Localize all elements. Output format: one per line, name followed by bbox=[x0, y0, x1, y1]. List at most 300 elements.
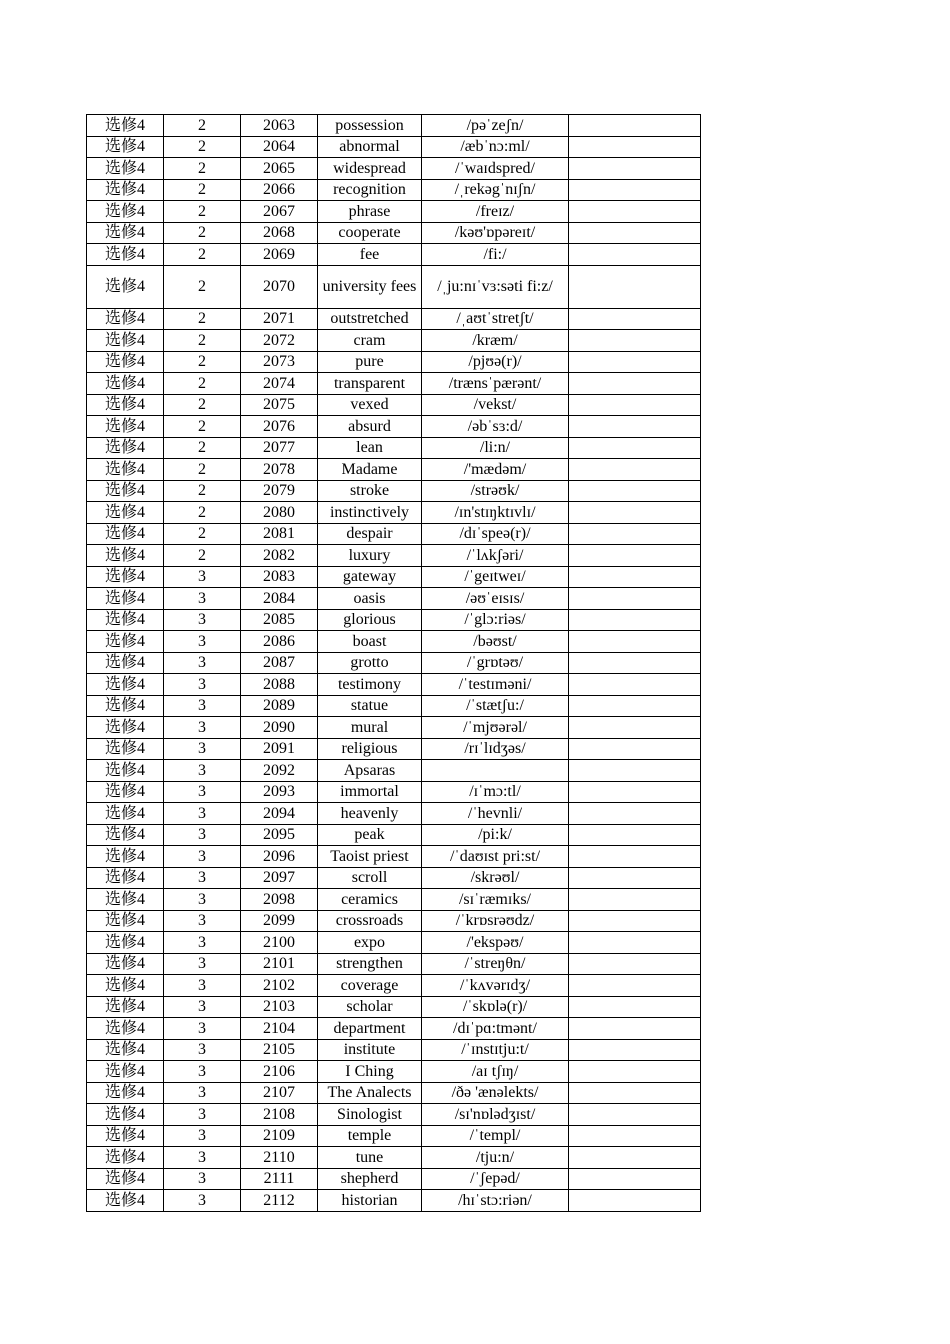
table-row bbox=[87, 652, 701, 674]
table-row bbox=[87, 265, 701, 308]
phonetic-cell: /dɪˈpɑ:tmənt/ bbox=[422, 1018, 569, 1040]
word-cell: The Analects bbox=[318, 1082, 422, 1104]
word-cell: heavenly bbox=[318, 803, 422, 825]
phonetic-cell: /fi:/ bbox=[422, 244, 569, 266]
table-row bbox=[87, 824, 701, 846]
phonetic-cell: /ˌju:nɪˈvɜ:səti fi:z/ bbox=[422, 265, 569, 308]
book-cell: 选修4 bbox=[87, 373, 164, 395]
book-cell: 选修4 bbox=[87, 394, 164, 416]
table-row bbox=[87, 158, 701, 180]
unit-cell: 2 bbox=[164, 373, 241, 395]
unit-cell: 3 bbox=[164, 674, 241, 696]
note-cell bbox=[569, 115, 701, 137]
unit-cell: 3 bbox=[164, 996, 241, 1018]
book-cell: 选修4 bbox=[87, 566, 164, 588]
word-cell: cooperate bbox=[318, 222, 422, 244]
word-number-cell: 2094 bbox=[241, 803, 318, 825]
vocabulary-table bbox=[86, 114, 701, 1212]
note-cell bbox=[569, 1104, 701, 1126]
note-cell bbox=[569, 136, 701, 158]
unit-cell: 3 bbox=[164, 867, 241, 889]
phonetic-cell: /trænsˈpærənt/ bbox=[422, 373, 569, 395]
note-cell bbox=[569, 1168, 701, 1190]
table-row bbox=[87, 846, 701, 868]
book-cell: 选修4 bbox=[87, 1082, 164, 1104]
book-cell: 选修4 bbox=[87, 158, 164, 180]
word-number-cell: 2097 bbox=[241, 867, 318, 889]
unit-cell: 3 bbox=[164, 1104, 241, 1126]
table-row bbox=[87, 1125, 701, 1147]
unit-cell: 3 bbox=[164, 717, 241, 739]
note-cell bbox=[569, 265, 701, 308]
word-cell: vexed bbox=[318, 394, 422, 416]
unit-cell: 3 bbox=[164, 824, 241, 846]
word-cell: scroll bbox=[318, 867, 422, 889]
note-cell bbox=[569, 566, 701, 588]
word-number-cell: 2102 bbox=[241, 975, 318, 997]
phonetic-cell: /ˈkʌvərɪdʒ/ bbox=[422, 975, 569, 997]
unit-cell: 3 bbox=[164, 631, 241, 653]
book-cell: 选修4 bbox=[87, 932, 164, 954]
table-row bbox=[87, 373, 701, 395]
book-cell: 选修4 bbox=[87, 910, 164, 932]
phonetic-cell: /'mædəm/ bbox=[422, 459, 569, 481]
word-number-cell: 2079 bbox=[241, 480, 318, 502]
unit-cell: 2 bbox=[164, 416, 241, 438]
table-row bbox=[87, 932, 701, 954]
word-number-cell: 2095 bbox=[241, 824, 318, 846]
unit-cell: 3 bbox=[164, 588, 241, 610]
word-number-cell: 2066 bbox=[241, 179, 318, 201]
note-cell bbox=[569, 824, 701, 846]
word-cell: crossroads bbox=[318, 910, 422, 932]
unit-cell: 2 bbox=[164, 330, 241, 352]
note-cell bbox=[569, 351, 701, 373]
note-cell bbox=[569, 867, 701, 889]
word-cell: shepherd bbox=[318, 1168, 422, 1190]
book-cell: 选修4 bbox=[87, 781, 164, 803]
unit-cell: 3 bbox=[164, 803, 241, 825]
book-cell: 选修4 bbox=[87, 738, 164, 760]
phonetic-cell: /li:n/ bbox=[422, 437, 569, 459]
book-cell: 选修4 bbox=[87, 1125, 164, 1147]
note-cell bbox=[569, 932, 701, 954]
note-cell bbox=[569, 545, 701, 567]
word-cell: statue bbox=[318, 695, 422, 717]
table-row bbox=[87, 738, 701, 760]
unit-cell: 3 bbox=[164, 760, 241, 782]
unit-cell: 3 bbox=[164, 1082, 241, 1104]
word-cell: outstretched bbox=[318, 308, 422, 330]
phonetic-cell: /freɪz/ bbox=[422, 201, 569, 223]
unit-cell: 3 bbox=[164, 566, 241, 588]
word-number-cell: 2099 bbox=[241, 910, 318, 932]
unit-cell: 3 bbox=[164, 1018, 241, 1040]
unit-cell: 3 bbox=[164, 1168, 241, 1190]
table-row bbox=[87, 1061, 701, 1083]
book-cell: 选修4 bbox=[87, 674, 164, 696]
phonetic-cell: /ˈskɒlə(r)/ bbox=[422, 996, 569, 1018]
table-row bbox=[87, 308, 701, 330]
note-cell bbox=[569, 910, 701, 932]
book-cell: 选修4 bbox=[87, 330, 164, 352]
table-row bbox=[87, 136, 701, 158]
table-row bbox=[87, 416, 701, 438]
unit-cell: 3 bbox=[164, 695, 241, 717]
table-row bbox=[87, 631, 701, 653]
phonetic-cell: /dɪˈspeə(r)/ bbox=[422, 523, 569, 545]
word-cell: recognition bbox=[318, 179, 422, 201]
phonetic-cell: /vekst/ bbox=[422, 394, 569, 416]
word-number-cell: 2098 bbox=[241, 889, 318, 911]
word-number-cell: 2111 bbox=[241, 1168, 318, 1190]
book-cell: 选修4 bbox=[87, 953, 164, 975]
note-cell bbox=[569, 394, 701, 416]
phonetic-cell: /ɪn'stɪŋktɪvlɪ/ bbox=[422, 502, 569, 524]
phonetic-cell: /ˈlʌkʃəri/ bbox=[422, 545, 569, 567]
unit-cell: 3 bbox=[164, 910, 241, 932]
phonetic-cell: /ˈtempl/ bbox=[422, 1125, 569, 1147]
unit-cell: 3 bbox=[164, 1061, 241, 1083]
word-cell: expo bbox=[318, 932, 422, 954]
note-cell bbox=[569, 652, 701, 674]
unit-cell: 2 bbox=[164, 502, 241, 524]
word-cell: Apsaras bbox=[318, 760, 422, 782]
note-cell bbox=[569, 1125, 701, 1147]
table-row bbox=[87, 674, 701, 696]
word-cell: university fees bbox=[318, 265, 422, 308]
word-cell: widespread bbox=[318, 158, 422, 180]
table-row bbox=[87, 222, 701, 244]
word-number-cell: 2087 bbox=[241, 652, 318, 674]
note-cell bbox=[569, 738, 701, 760]
unit-cell: 3 bbox=[164, 953, 241, 975]
word-cell: religious bbox=[318, 738, 422, 760]
word-number-cell: 2112 bbox=[241, 1190, 318, 1212]
word-cell: cram bbox=[318, 330, 422, 352]
book-cell: 选修4 bbox=[87, 846, 164, 868]
book-cell: 选修4 bbox=[87, 201, 164, 223]
phonetic-cell: /pjʊə(r)/ bbox=[422, 351, 569, 373]
phonetic-cell: /pəˈzeʃn/ bbox=[422, 115, 569, 137]
table-row bbox=[87, 502, 701, 524]
book-cell: 选修4 bbox=[87, 523, 164, 545]
table-row bbox=[87, 975, 701, 997]
word-cell: scholar bbox=[318, 996, 422, 1018]
book-cell: 选修4 bbox=[87, 136, 164, 158]
book-cell: 选修4 bbox=[87, 265, 164, 308]
word-number-cell: 2105 bbox=[241, 1039, 318, 1061]
unit-cell: 3 bbox=[164, 652, 241, 674]
phonetic-cell: /ˈhevnli/ bbox=[422, 803, 569, 825]
word-number-cell: 2107 bbox=[241, 1082, 318, 1104]
note-cell bbox=[569, 523, 701, 545]
phonetic-cell: /æbˈnɔ:ml/ bbox=[422, 136, 569, 158]
unit-cell: 2 bbox=[164, 351, 241, 373]
unit-cell: 2 bbox=[164, 222, 241, 244]
word-number-cell: 2092 bbox=[241, 760, 318, 782]
phonetic-cell: /bəʊst/ bbox=[422, 631, 569, 653]
book-cell: 选修4 bbox=[87, 351, 164, 373]
table-row bbox=[87, 588, 701, 610]
table-row bbox=[87, 523, 701, 545]
unit-cell: 2 bbox=[164, 459, 241, 481]
note-cell bbox=[569, 1082, 701, 1104]
table-row bbox=[87, 1147, 701, 1169]
table-row bbox=[87, 781, 701, 803]
phonetic-cell: /tju:n/ bbox=[422, 1147, 569, 1169]
book-cell: 选修4 bbox=[87, 824, 164, 846]
word-cell: abnormal bbox=[318, 136, 422, 158]
table-row bbox=[87, 867, 701, 889]
phonetic-cell: /ˌrekəgˈnɪʃn/ bbox=[422, 179, 569, 201]
phonetic-cell: /strəʊk/ bbox=[422, 480, 569, 502]
note-cell bbox=[569, 1147, 701, 1169]
book-cell: 选修4 bbox=[87, 1104, 164, 1126]
word-number-cell: 2086 bbox=[241, 631, 318, 653]
word-cell: immortal bbox=[318, 781, 422, 803]
unit-cell: 2 bbox=[164, 437, 241, 459]
phonetic-cell: /kræm/ bbox=[422, 330, 569, 352]
word-number-cell: 2077 bbox=[241, 437, 318, 459]
unit-cell: 2 bbox=[164, 394, 241, 416]
book-cell: 选修4 bbox=[87, 803, 164, 825]
word-number-cell: 2067 bbox=[241, 201, 318, 223]
note-cell bbox=[569, 201, 701, 223]
note-cell bbox=[569, 953, 701, 975]
table-row bbox=[87, 1190, 701, 1212]
word-cell: fee bbox=[318, 244, 422, 266]
phonetic-cell: /ˈmjʊərəl/ bbox=[422, 717, 569, 739]
word-cell: instinctively bbox=[318, 502, 422, 524]
word-number-cell: 2068 bbox=[241, 222, 318, 244]
table-row bbox=[87, 566, 701, 588]
table-row bbox=[87, 244, 701, 266]
phonetic-cell: /ˈgrɒtəʊ/ bbox=[422, 652, 569, 674]
book-cell: 选修4 bbox=[87, 996, 164, 1018]
note-cell bbox=[569, 588, 701, 610]
book-cell: 选修4 bbox=[87, 760, 164, 782]
table-row bbox=[87, 803, 701, 825]
book-cell: 选修4 bbox=[87, 545, 164, 567]
word-number-cell: 2080 bbox=[241, 502, 318, 524]
unit-cell: 3 bbox=[164, 738, 241, 760]
word-cell: Madame bbox=[318, 459, 422, 481]
book-cell: 选修4 bbox=[87, 480, 164, 502]
word-number-cell: 2093 bbox=[241, 781, 318, 803]
word-cell: Sinologist bbox=[318, 1104, 422, 1126]
table-row bbox=[87, 910, 701, 932]
phonetic-cell: /əʊˈeɪsɪs/ bbox=[422, 588, 569, 610]
word-cell: gateway bbox=[318, 566, 422, 588]
unit-cell: 2 bbox=[164, 201, 241, 223]
note-cell bbox=[569, 179, 701, 201]
phonetic-cell: /ˈkrɒsrəʊdz/ bbox=[422, 910, 569, 932]
note-cell bbox=[569, 996, 701, 1018]
word-number-cell: 2106 bbox=[241, 1061, 318, 1083]
word-number-cell: 2108 bbox=[241, 1104, 318, 1126]
word-cell: temple bbox=[318, 1125, 422, 1147]
phonetic-cell: /'ekspəʊ/ bbox=[422, 932, 569, 954]
book-cell: 选修4 bbox=[87, 502, 164, 524]
word-number-cell: 2076 bbox=[241, 416, 318, 438]
word-cell: ceramics bbox=[318, 889, 422, 911]
book-cell: 选修4 bbox=[87, 459, 164, 481]
note-cell bbox=[569, 459, 701, 481]
word-number-cell: 2078 bbox=[241, 459, 318, 481]
table-row bbox=[87, 1018, 701, 1040]
word-cell: boast bbox=[318, 631, 422, 653]
unit-cell: 3 bbox=[164, 781, 241, 803]
word-cell: department bbox=[318, 1018, 422, 1040]
unit-cell: 2 bbox=[164, 244, 241, 266]
book-cell: 选修4 bbox=[87, 437, 164, 459]
phonetic-cell: /sɪˈræmɪks/ bbox=[422, 889, 569, 911]
table-row bbox=[87, 201, 701, 223]
book-cell: 选修4 bbox=[87, 975, 164, 997]
word-number-cell: 2096 bbox=[241, 846, 318, 868]
table-row bbox=[87, 437, 701, 459]
table-row bbox=[87, 1039, 701, 1061]
phonetic-cell: /ˈstætʃu:/ bbox=[422, 695, 569, 717]
table-row bbox=[87, 996, 701, 1018]
note-cell bbox=[569, 244, 701, 266]
unit-cell: 2 bbox=[164, 158, 241, 180]
note-cell bbox=[569, 760, 701, 782]
unit-cell: 3 bbox=[164, 1125, 241, 1147]
word-number-cell: 2110 bbox=[241, 1147, 318, 1169]
word-number-cell: 2073 bbox=[241, 351, 318, 373]
table-row bbox=[87, 394, 701, 416]
book-cell: 选修4 bbox=[87, 308, 164, 330]
word-cell: despair bbox=[318, 523, 422, 545]
phonetic-cell bbox=[422, 760, 569, 782]
phonetic-cell: /ˈstreŋθn/ bbox=[422, 953, 569, 975]
unit-cell: 2 bbox=[164, 179, 241, 201]
table-row bbox=[87, 609, 701, 631]
word-number-cell: 2065 bbox=[241, 158, 318, 180]
word-cell: I Ching bbox=[318, 1061, 422, 1083]
word-cell: luxury bbox=[318, 545, 422, 567]
word-cell: stroke bbox=[318, 480, 422, 502]
book-cell: 选修4 bbox=[87, 1147, 164, 1169]
word-number-cell: 2088 bbox=[241, 674, 318, 696]
word-number-cell: 2084 bbox=[241, 588, 318, 610]
word-number-cell: 2103 bbox=[241, 996, 318, 1018]
word-cell: oasis bbox=[318, 588, 422, 610]
word-number-cell: 2089 bbox=[241, 695, 318, 717]
book-cell: 选修4 bbox=[87, 588, 164, 610]
word-cell: pure bbox=[318, 351, 422, 373]
table-row bbox=[87, 760, 701, 782]
note-cell bbox=[569, 480, 701, 502]
note-cell bbox=[569, 502, 701, 524]
phonetic-cell: /ˈtestɪməni/ bbox=[422, 674, 569, 696]
note-cell bbox=[569, 631, 701, 653]
table-row bbox=[87, 459, 701, 481]
word-cell: tune bbox=[318, 1147, 422, 1169]
book-cell: 选修4 bbox=[87, 222, 164, 244]
book-cell: 选修4 bbox=[87, 1168, 164, 1190]
book-cell: 选修4 bbox=[87, 1039, 164, 1061]
phonetic-cell: /hɪˈstɔ:riən/ bbox=[422, 1190, 569, 1212]
unit-cell: 3 bbox=[164, 846, 241, 868]
unit-cell: 2 bbox=[164, 136, 241, 158]
phonetic-cell: /ˈwaɪdspred/ bbox=[422, 158, 569, 180]
note-cell bbox=[569, 1190, 701, 1212]
note-cell bbox=[569, 1018, 701, 1040]
phonetic-cell: /kəʊ'ɒpəreɪt/ bbox=[422, 222, 569, 244]
word-number-cell: 2069 bbox=[241, 244, 318, 266]
note-cell bbox=[569, 781, 701, 803]
word-number-cell: 2083 bbox=[241, 566, 318, 588]
table-row bbox=[87, 480, 701, 502]
phonetic-cell: /ˈgeɪtweɪ/ bbox=[422, 566, 569, 588]
book-cell: 选修4 bbox=[87, 631, 164, 653]
word-cell: glorious bbox=[318, 609, 422, 631]
word-number-cell: 2063 bbox=[241, 115, 318, 137]
word-number-cell: 2075 bbox=[241, 394, 318, 416]
note-cell bbox=[569, 717, 701, 739]
book-cell: 选修4 bbox=[87, 1018, 164, 1040]
phonetic-cell: /ˈʃepəd/ bbox=[422, 1168, 569, 1190]
table-row bbox=[87, 1082, 701, 1104]
book-cell: 选修4 bbox=[87, 179, 164, 201]
unit-cell: 2 bbox=[164, 480, 241, 502]
word-number-cell: 2072 bbox=[241, 330, 318, 352]
book-cell: 选修4 bbox=[87, 867, 164, 889]
word-cell: institute bbox=[318, 1039, 422, 1061]
note-cell bbox=[569, 695, 701, 717]
word-number-cell: 2085 bbox=[241, 609, 318, 631]
table-row bbox=[87, 115, 701, 137]
word-cell: absurd bbox=[318, 416, 422, 438]
word-cell: strengthen bbox=[318, 953, 422, 975]
word-number-cell: 2071 bbox=[241, 308, 318, 330]
word-cell: coverage bbox=[318, 975, 422, 997]
word-number-cell: 2101 bbox=[241, 953, 318, 975]
word-number-cell: 2074 bbox=[241, 373, 318, 395]
word-cell: testimony bbox=[318, 674, 422, 696]
word-cell: peak bbox=[318, 824, 422, 846]
table-row bbox=[87, 351, 701, 373]
book-cell: 选修4 bbox=[87, 609, 164, 631]
table-row bbox=[87, 695, 701, 717]
word-number-cell: 2090 bbox=[241, 717, 318, 739]
book-cell: 选修4 bbox=[87, 652, 164, 674]
note-cell bbox=[569, 373, 701, 395]
phonetic-cell: /ˌaʊtˈstretʃt/ bbox=[422, 308, 569, 330]
unit-cell: 3 bbox=[164, 1190, 241, 1212]
phonetic-cell: /pi:k/ bbox=[422, 824, 569, 846]
book-cell: 选修4 bbox=[87, 889, 164, 911]
note-cell bbox=[569, 1039, 701, 1061]
phonetic-cell: /ðə 'ænəlekts/ bbox=[422, 1082, 569, 1104]
note-cell bbox=[569, 158, 701, 180]
note-cell bbox=[569, 308, 701, 330]
phonetic-cell: /skrəʊl/ bbox=[422, 867, 569, 889]
note-cell bbox=[569, 975, 701, 997]
word-number-cell: 2100 bbox=[241, 932, 318, 954]
table-row bbox=[87, 1104, 701, 1126]
word-cell: Taoist priest bbox=[318, 846, 422, 868]
word-cell: historian bbox=[318, 1190, 422, 1212]
unit-cell: 2 bbox=[164, 265, 241, 308]
word-cell: transparent bbox=[318, 373, 422, 395]
word-number-cell: 2081 bbox=[241, 523, 318, 545]
note-cell bbox=[569, 222, 701, 244]
unit-cell: 2 bbox=[164, 545, 241, 567]
